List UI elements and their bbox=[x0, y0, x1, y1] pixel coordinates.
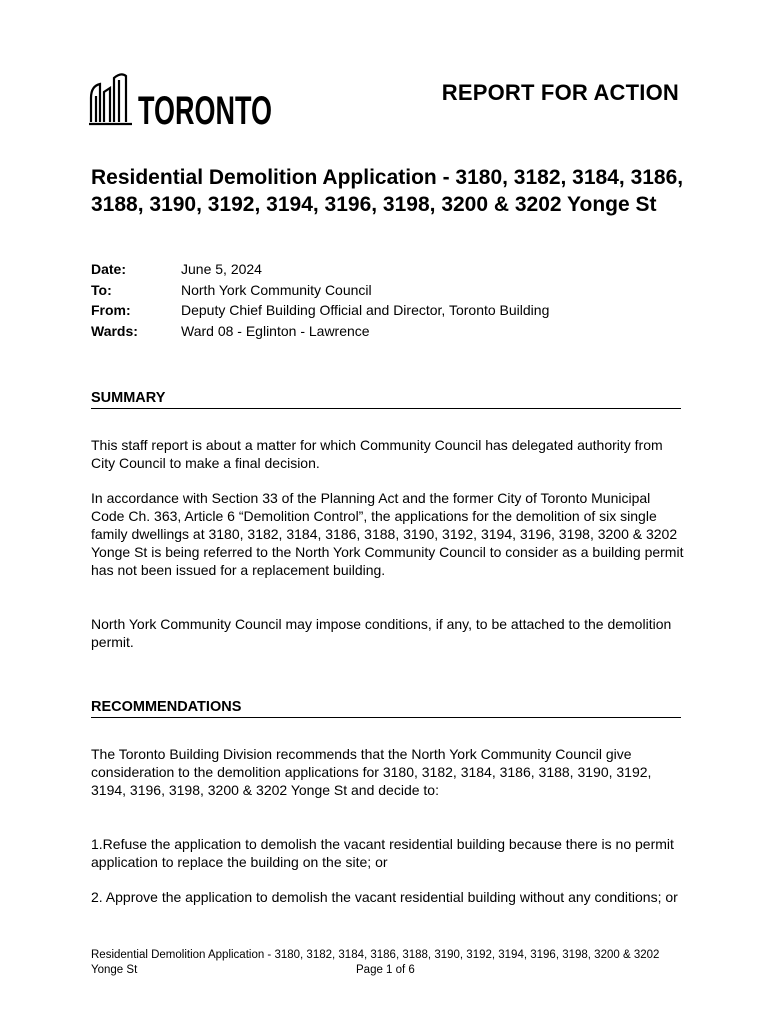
page-title: Residential Demolition Application - 3180, 3182, 3184, 3186, 3188, 3190, 3192, 3194, 3196, 3198, 3200 & 3202 Yonge St bbox=[91, 166, 684, 216]
footer-page-number: Page 1 of 6 bbox=[356, 964, 415, 976]
meta-value: Ward 08 - Eglinton - Lawrence bbox=[181, 322, 370, 339]
meta-key: From: bbox=[91, 302, 131, 318]
meta-key: To: bbox=[91, 281, 112, 298]
footer-document-reference: Residential Demolition Application - 3180, 3182, 3184, 3186, 3188, 3190, 3192, 3194, 3196, 3198, 3200 & 3202 Yonge St bbox=[91, 949, 660, 976]
meta-value: North York Community Council bbox=[181, 281, 372, 298]
meta-key: Wards: bbox=[91, 322, 138, 339]
summary-paragraph-2: In accordance with Section 33 of the Planning Act and the former City of Toronto Municipal Code Ch. 363, Article 6 “Demolition Control”, the applications for the demolition of six single family dwellings at 3180, 3182, 3184, 3186, 3188, 3190, 3192, 3194, 3196, 3198, 3200 & 3202 Yonge St is being referred to the North York Community Council to consider as a building permit has not been issued for a replacement building. bbox=[91, 490, 684, 578]
meta-row-wards bbox=[91, 321, 691, 342]
recommendations-heading: RECOMMENDATIONS bbox=[91, 699, 681, 718]
toronto-wordmark: TORONTO bbox=[138, 89, 272, 133]
meta-value: June 5, 2024 bbox=[181, 261, 262, 277]
page-footer bbox=[91, 948, 681, 978]
metadata-block bbox=[91, 259, 691, 341]
report-type-label: REPORT FOR ACTION bbox=[441, 80, 679, 105]
city-hall-icon bbox=[88, 70, 278, 133]
summary-paragraph-3: North York Community Council may impose conditions, if any, to be attached to the demolition permit. bbox=[91, 616, 672, 650]
recommendations-intro: The Toronto Building Division recommends that the North York Community Council give consideration to the demolition applications for 3180, 3182, 3184, 3186, 3188, 3190, 3192, 3194, 3196, 3198, 3200 & 3202 Yonge St and decide to: bbox=[91, 746, 652, 798]
summary-heading: SUMMARY bbox=[91, 390, 681, 409]
meta-key: Date: bbox=[91, 261, 127, 277]
recommendation-item-1: 1.Refuse the application to demolish the vacant residential building because there is no permit application to replace the building on the site; or bbox=[91, 836, 674, 870]
meta-row-to bbox=[91, 280, 691, 301]
meta-row-from bbox=[91, 300, 691, 321]
toronto-logo bbox=[88, 70, 278, 133]
summary-paragraph-1: This staff report is about a matter for which Community Council has delegated authority from City Council to make a final decision. bbox=[91, 437, 663, 471]
meta-value: Deputy Chief Building Official and Director, Toronto Building bbox=[181, 302, 550, 318]
meta-row-date bbox=[91, 259, 691, 280]
recommendation-item-2: 2. Approve the application to demolish the vacant residential building without any conditions; or bbox=[91, 889, 678, 905]
